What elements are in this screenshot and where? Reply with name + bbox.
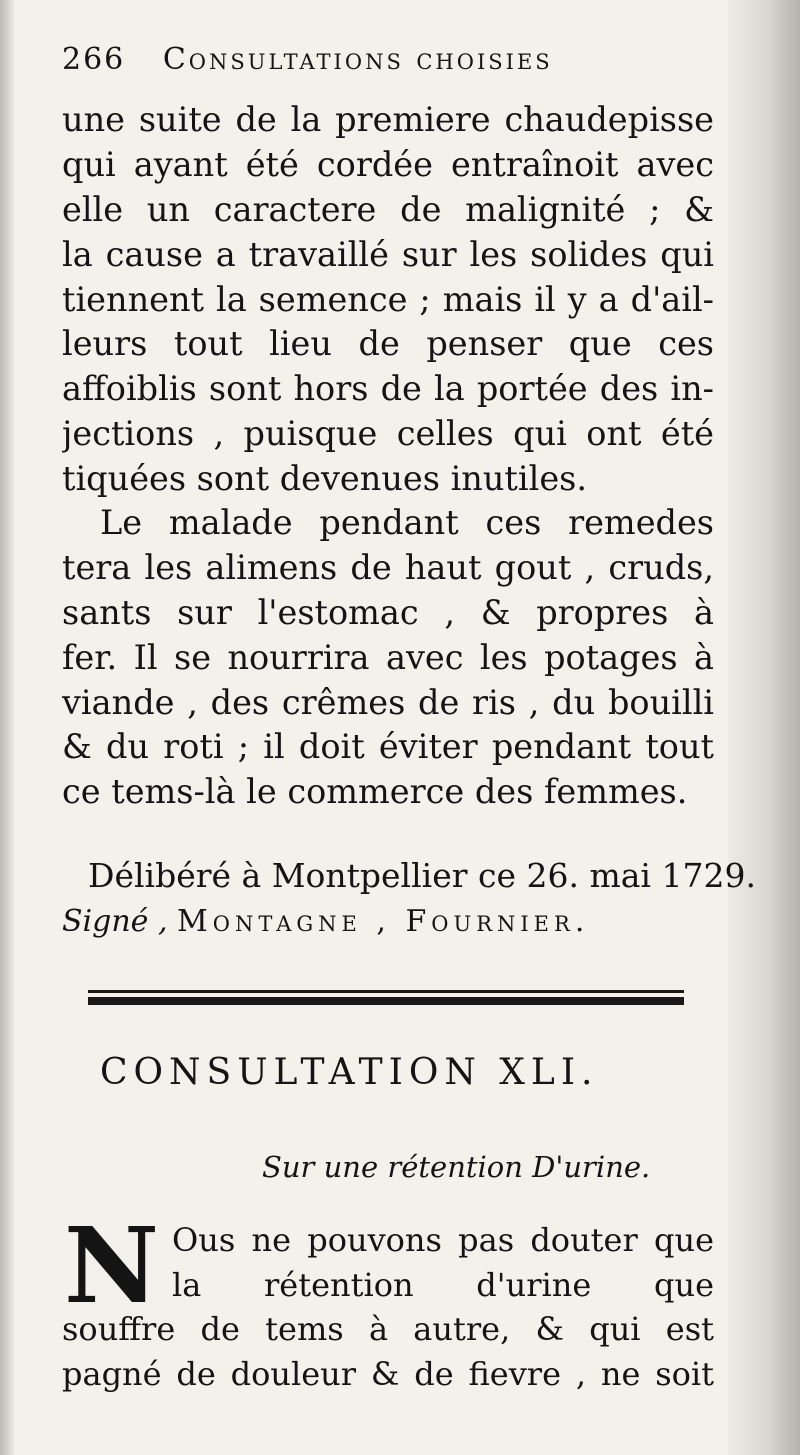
text-line: une suite de la premiere chaudepisse bbox=[62, 100, 714, 139]
running-title: Consultations choisies bbox=[162, 42, 553, 77]
page-edge-shadow bbox=[728, 0, 800, 1455]
text-line: & du roti ; il doit éviter pendant tout bbox=[62, 727, 714, 767]
text-line: affoiblis sont hors de la portée des in- bbox=[62, 369, 714, 409]
text-line: Ous ne pouvons pas douter que bbox=[172, 1221, 714, 1259]
text-line: leurs tout lieu de penser que ces bbox=[62, 324, 714, 364]
signatory-names: Montagne , Fournier. bbox=[177, 904, 590, 939]
paragraph-regimen bbox=[62, 501, 714, 815]
text-line: pagné de douleur & de fievre , ne soit bbox=[62, 1354, 714, 1393]
consultation-subtitle: Sur une rétention D'urine. bbox=[262, 1150, 651, 1184]
text-line: la rétention d'urine que bbox=[172, 1265, 714, 1304]
consultation-title: CONSULTATION XLI. bbox=[100, 1052, 599, 1093]
text-line: elle un caractere de malignité ; & bbox=[62, 189, 714, 229]
text-line: qui ayant été cordée entraînoit avec bbox=[62, 144, 714, 184]
running-header bbox=[62, 42, 553, 77]
drop-cap: N bbox=[64, 1204, 160, 1327]
section-rule-thick bbox=[88, 997, 684, 1005]
text-line: tiquées sont devenues inutiles. bbox=[62, 459, 587, 499]
text-line: viande , des crêmes de ris , du bouilli bbox=[62, 682, 714, 722]
text-line: tiennent la semence ; mais il y a d'ail- bbox=[62, 279, 714, 319]
text-line: la cause a travaillé sur les solides qui bbox=[62, 234, 714, 274]
page-binding-shadow bbox=[0, 0, 14, 1455]
text-line: Le malade pendant ces remedes bbox=[100, 503, 714, 542]
consultation-opening bbox=[62, 1204, 714, 1396]
text-line: tera les alimens de haut gout , cruds, bbox=[62, 547, 714, 587]
paragraph-continuation bbox=[62, 98, 714, 502]
signatories-line bbox=[62, 904, 589, 939]
section-rule-thin bbox=[88, 990, 684, 993]
deliberation-line: Délibéré à Montpellier ce 26. mai 1729. bbox=[88, 856, 756, 895]
text-line: souffre de tems à autre, & qui est bbox=[62, 1310, 714, 1348]
text-line: ce tems-là le commerce des femmes. bbox=[62, 772, 688, 812]
text-line: fer. Il se nourrira avec les potages à bbox=[62, 637, 714, 677]
text-line: jections , puisque celles qui ont été bbox=[62, 414, 714, 454]
text-line: sants sur l'estomac , & propres à bbox=[62, 592, 714, 632]
page-number: 266 bbox=[62, 42, 126, 77]
signe-label: Signé , bbox=[62, 904, 168, 939]
